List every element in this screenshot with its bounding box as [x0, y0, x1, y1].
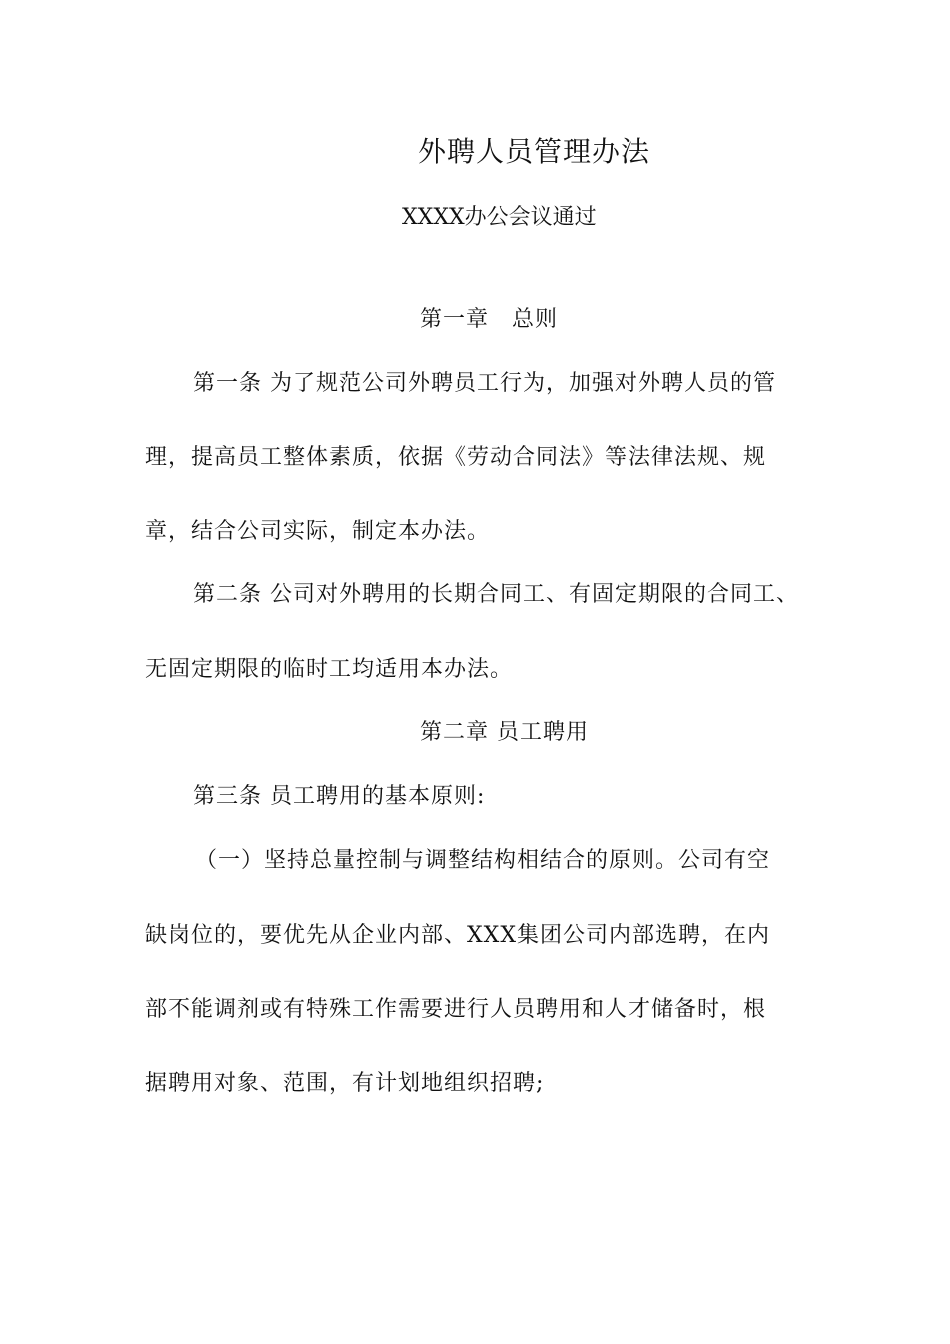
article-1-line-1: 第一条 为了规范公司外聘员工行为，加强对外聘人员的管: [193, 371, 776, 396]
article-3: 第三条 员工聘用的基本原则:: [193, 784, 486, 809]
document-title: 外聘人员管理办法: [418, 135, 651, 168]
article-2-line-1: 第二条 公司对外聘用的长期合同工、有固定期限的合同工、: [193, 582, 799, 607]
item-1-line-3: 部不能调剂或有特殊工作需要进行人员聘用和人才储备时，根: [145, 997, 767, 1022]
item-1-line-4: 据聘用对象、范围，有计划地组织招聘;: [145, 1071, 545, 1096]
article-1-line-2: 理，提高员工整体素质，依据《劳动合同法》等法律法规、规: [145, 445, 767, 470]
chapter-heading-1: 第一章 总则: [420, 307, 559, 332]
chapter-heading-2: 第二章 员工聘用: [420, 720, 589, 745]
item-1-line-1: （一）坚持总量控制与调整结构相结合的原则。公司有空: [195, 848, 771, 873]
article-2-line-2: 无固定期限的临时工均适用本办法。: [145, 657, 514, 682]
item-1-line-2: 缺岗位的，要优先从企业内部、XXX集团公司内部选聘，在内: [145, 923, 770, 948]
document-subtitle: XXXX办公会议通过: [402, 205, 597, 230]
article-1-line-3: 章，结合公司实际，制定本办法。: [145, 519, 491, 544]
